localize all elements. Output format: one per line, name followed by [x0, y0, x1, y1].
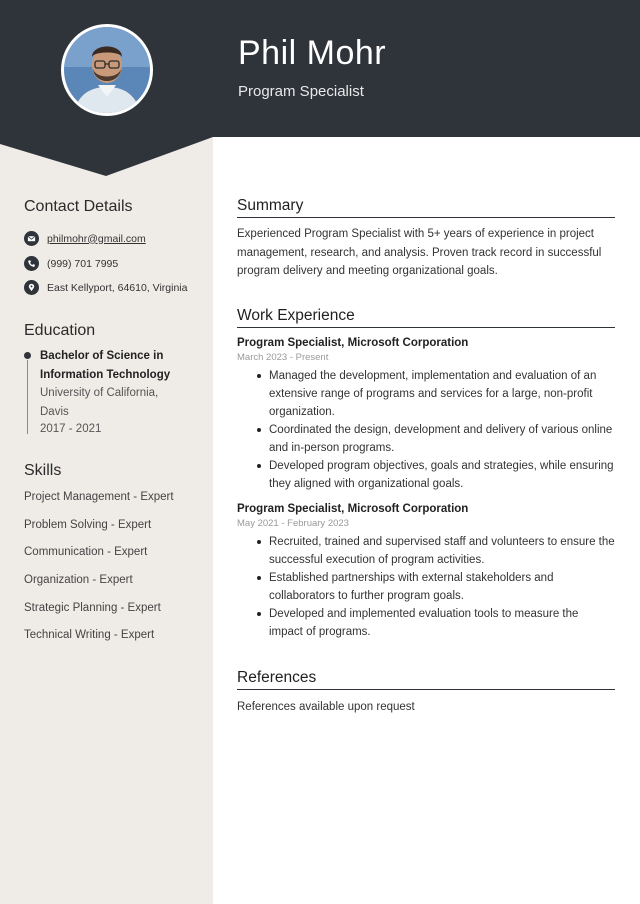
location-pin-icon [24, 280, 39, 295]
contact-address-row [24, 280, 187, 295]
contact-phone-row [24, 256, 118, 271]
address: East Kellyport, 64610, Virginia [47, 281, 188, 294]
job-bullet: Developed program objectives, goals and strategies, while ensuring they aligned with organizational goals. [269, 457, 615, 493]
job-bullets [269, 533, 615, 641]
avatar [64, 27, 150, 113]
phone-number: (999) 701 7995 [47, 257, 119, 270]
skill-item: Strategic Planning - Expert [24, 602, 161, 614]
references-text: References available upon request [237, 701, 415, 713]
job-bullet: Coordinated the design, development and delivery of various online and in-person programs. [269, 421, 615, 457]
job-dates: May 2021 - February 2023 [237, 518, 349, 529]
job-bullet: Established partnerships with external stakeholders and collaborators to further program goals. [269, 569, 615, 605]
job-bullet: Recruited, trained and supervised staff and volunteers to ensure the successful execution of program activities. [269, 533, 615, 569]
skills-heading: Skills [24, 462, 62, 479]
candidate-role: Program Specialist [238, 83, 364, 100]
summary-text: Experienced Program Specialist with 5+ years of experience in project management, research, and analysis. Proven track record in successful program delivery and meeting organizational goals. [237, 228, 602, 277]
profile-photo [61, 24, 153, 116]
skill-item: Project Management - Expert [24, 491, 174, 503]
phone-icon [24, 256, 39, 271]
summary-heading: Summary [237, 197, 615, 218]
education-heading: Education [24, 322, 96, 339]
references-heading: References [237, 669, 615, 690]
job-bullets [269, 367, 615, 493]
skill-item: Organization - Expert [24, 574, 133, 586]
job-bullet: Developed and implemented evaluation tools to measure the impact of programs. [269, 605, 615, 641]
education-degree: Bachelor of Science in Information Technology [40, 350, 171, 381]
education-school: University of California, Davis [40, 387, 159, 418]
header-chevron [0, 136, 213, 178]
education-timeline-line [27, 360, 28, 434]
contact-heading: Contact Details [24, 198, 133, 215]
education-years: 2017 - 2021 [40, 423, 102, 435]
job-title: Program Specialist, Microsoft Corporation [237, 503, 469, 515]
envelope-icon [24, 231, 39, 246]
skill-item: Technical Writing - Expert [24, 629, 155, 641]
job-dates: March 2023 - Present [237, 352, 329, 363]
education-timeline-dot [24, 352, 31, 359]
job-bullet: Managed the development, implementation and evaluation of an extensive range of programs and services for a large, non-profit organization. [269, 367, 615, 421]
contact-email-row [24, 231, 146, 246]
email-link[interactable]: philmohr@gmail.com [47, 232, 146, 245]
skill-item: Communication - Expert [24, 546, 148, 558]
work-experience-heading: Work Experience [237, 307, 615, 328]
candidate-name: Phil Mohr [238, 34, 387, 72]
job-title: Program Specialist, Microsoft Corporation [237, 337, 469, 349]
skill-item: Problem Solving - Expert [24, 519, 152, 531]
